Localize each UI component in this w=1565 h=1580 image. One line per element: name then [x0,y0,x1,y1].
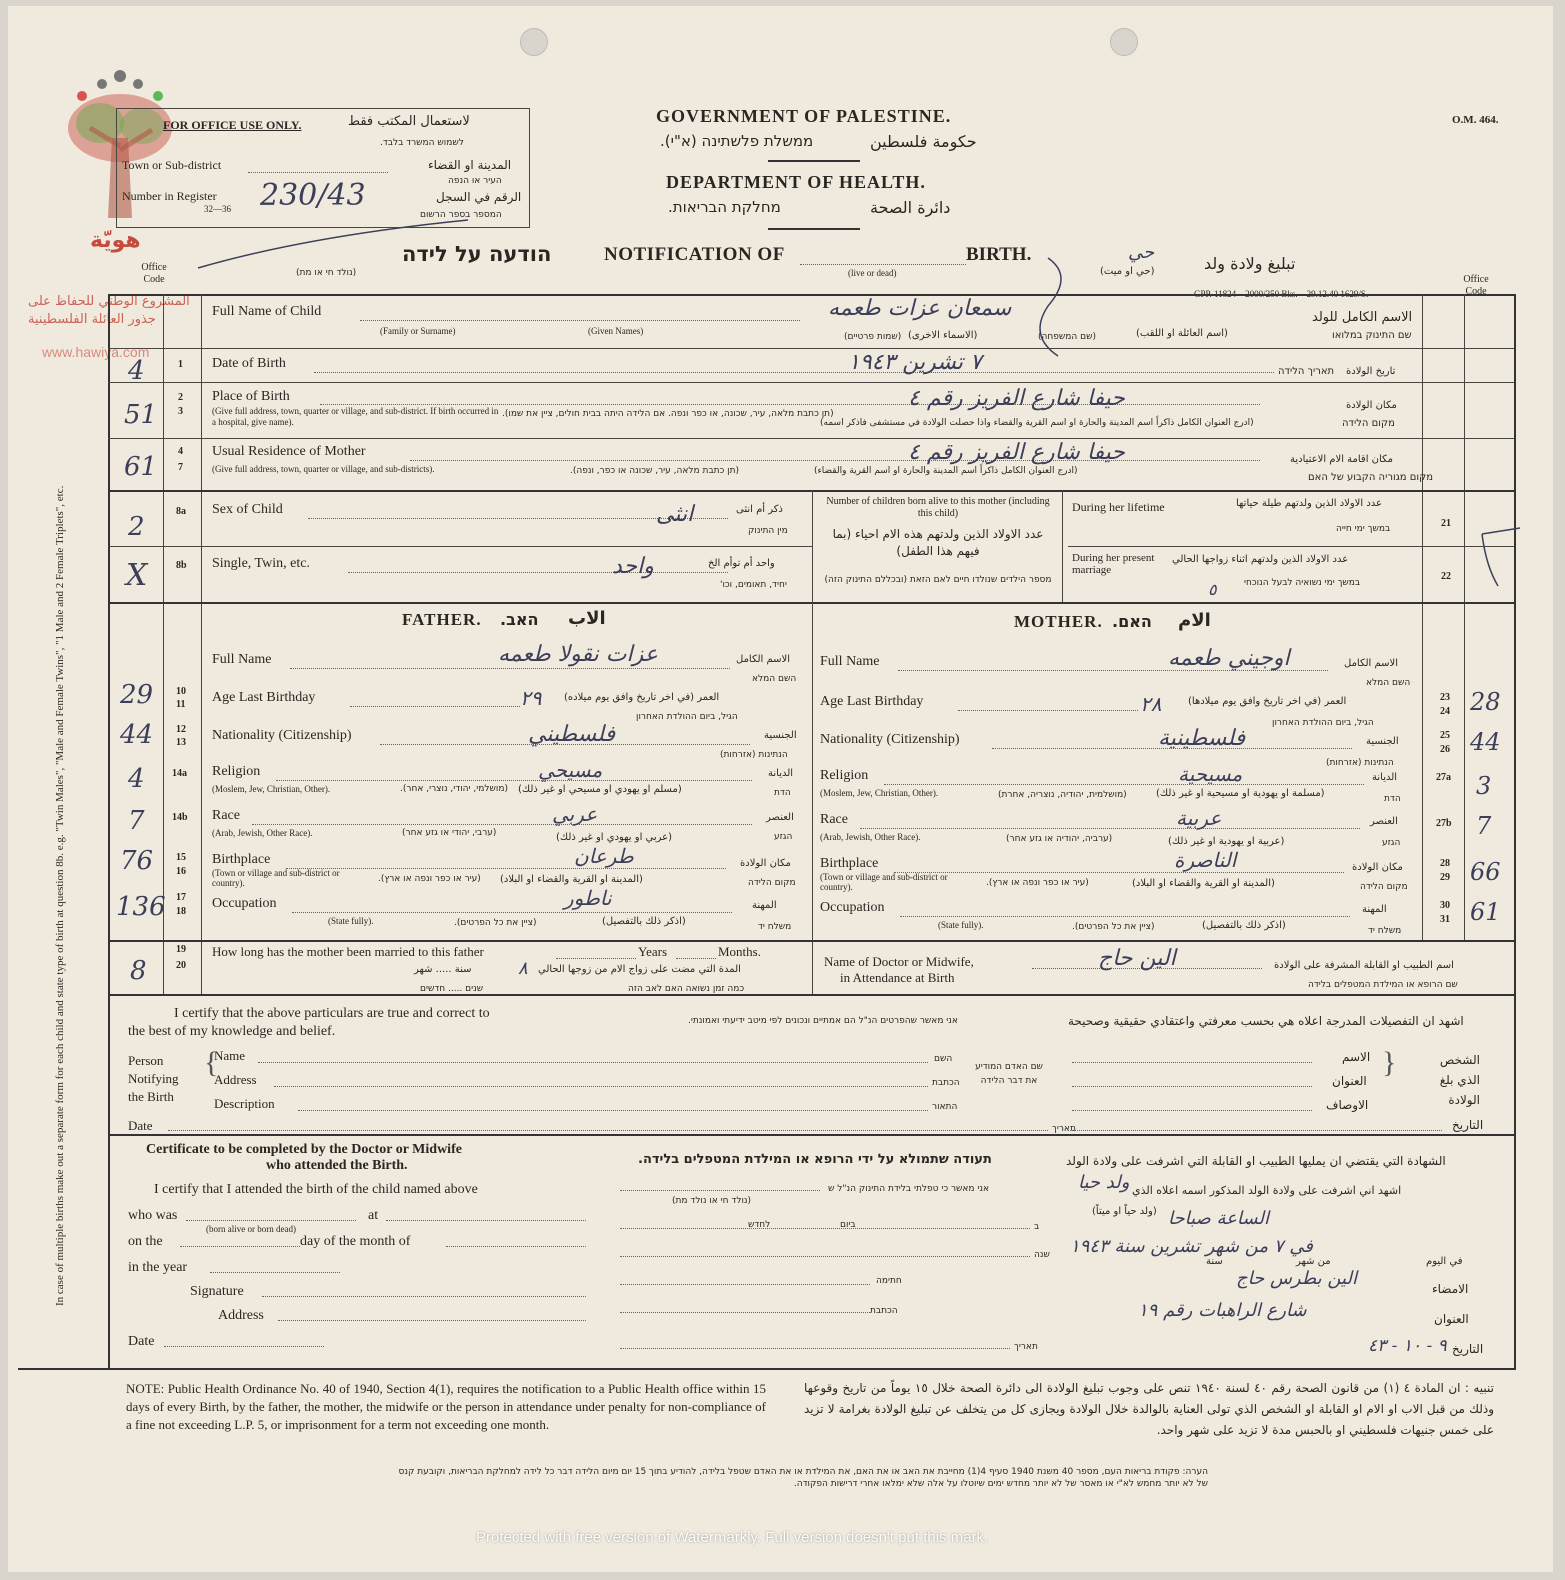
doctor-signature-value: الين بطرس حاج [1236,1268,1357,1289]
note-ar: تنبيه : ان المادة ٤ (١) من قانون الصحة رقم ٤٠ لسنة ١٩٤٠ تنص على وجوب تبليغ الولادة الى دائرة الصحة خلال ١٥ يوماً من تاريخ وقوعها وذلك من قبل الاب او الام او القابلة او الشخص الذي تولى العناية بالوالدة خلال الولادة ويجازى كل من يتخلف عن تبليغ الولادة بغرامة لا تزيد على خمس جنيهات فلسطيني او بالحبس مدة لا تزيد على شهر واحد. [804,1381,1495,1437]
lifetime-en: During her lifetime [1072,500,1165,514]
register-number: 230/43 [260,178,366,213]
sex-value: انثى [656,502,694,527]
dob-value: ٧ تشرين ١٩٤٣ [848,350,982,375]
dob-ar: تاريخ الولادة [1346,366,1396,377]
month-he: לחדש [748,1220,771,1230]
right-brace: } [1382,1046,1397,1079]
father-name-label: Full Name [212,652,272,667]
doctor-day-value: في ٧ من شهر تشرين سنة ١٩٤٣ [1070,1236,1313,1257]
note-en: NOTE: Public Health Ordinance No. 40 of 1940, Section 4(1), requires the notification to a Public Health office within 15 days of every Birth, by the father, the mother, the midwife or the person in attendance under penalty for non-compliance of a fine not exceeding L.P. 5, or imprisonment for a term not exceeding one month. [126,1381,766,1432]
margin-mark-11: 136 [116,892,166,922]
on-the-label: on the [128,1234,163,1249]
margin-mark-5: X [126,558,148,593]
residence-note-he: (תן כתבת מלאה, עיר, שכונה או כפר, ונפה). [570,466,740,476]
father-bp-label: Birthplace [212,852,271,867]
logo-line2: جذور العائلة الفلسطينية [28,312,156,327]
mother-age-ar: العمر (في اخر تاريخ وافق يوم ميلادها) [1188,696,1347,707]
the-birth-word: the Birth [128,1089,174,1104]
child-name-ar: الاسم الكامل للولد [1312,310,1413,325]
dob-label: Date of Birth [212,356,286,371]
father-age-value: ٢٩ [520,686,542,710]
date-he: תאריך [1014,1342,1038,1352]
row-number-24: 24 [1440,706,1450,717]
mother-occ-note: (State fully). [938,920,984,930]
notification-sub: (live or dead) [848,268,897,278]
married-label: How long has the mother been married to this father [212,944,484,959]
sex-he: מין התינוק [748,526,788,536]
mother-heading-he: האם. [1112,612,1152,631]
town-ar: المدينة او القضاء [428,158,512,172]
mother-bp-note-he: (עיר או כפר ונפה או ארץ). [986,878,1089,888]
notification-en: NOTIFICATION OF [604,244,785,265]
family-he: (שם המשפחה) [1038,332,1096,342]
father-occ-note-he: (ציין את כל הפרטים). [454,918,537,928]
notifier-name-ar: الاسم [1342,1050,1371,1064]
father-heading: FATHER. [402,610,482,629]
notification-ar-sub: (حي او ميت) [1100,266,1155,277]
office-code-right: Office Code [1463,274,1489,297]
children-alive-en: Number of children born alive to this mother (including this child) [826,496,1050,519]
mother-race-value: عربية [1176,806,1222,830]
mother-nat-he: הנתינות (אזרחות) [1326,758,1394,768]
mother-rel-note-he: (מושלמית, יהודיה, נוצריה, אחרת) [998,790,1127,800]
notifier-date-he: תאריך [1052,1124,1076,1134]
doctor-cert-title-ar: الشهادة التي يقتضي ان يمليها الطبيب او القابلة التي اشرفت على ولادة الولد [1066,1154,1446,1168]
mother-heading-ar: الام [1178,610,1211,631]
children-alive-ar: عدد الاولاد الذين ولدتهم هذه الام احياء (بما فيهم هذا الطفل) [832,527,1044,558]
addr-he: הכתבת [870,1306,898,1316]
notifier-date-ar: التاريخ [1452,1118,1484,1132]
year-he: שנה [1034,1250,1050,1260]
marriage-he: במשך ימי נשואיה לבעל הנוכחי [1244,578,1361,588]
certify-line-2: the best of my knowledge and belief. [128,1024,336,1039]
row-number-29: 29 [1440,872,1450,883]
father-race-value: عربي [552,802,598,826]
mother-nat-label: Nationality (Citizenship) [820,732,960,747]
office-use-ar: لاستعمال المكتب فقط [348,114,470,129]
father-nat-value: فلسطيني [528,722,616,747]
government-title: GOVERNMENT OF PALESTINE. [656,106,952,126]
family-ar: (اسم العائلة او اللقب) [1136,328,1228,339]
lifetime-he: במשך ימי חייה [1336,524,1391,534]
father-age-he: הגיל, ביום ההולדת האחרון [636,712,738,722]
left-brace: { [204,1046,219,1079]
mother-name-value: اوجيني طعمه [1168,646,1290,671]
doctor-cert-line-he: אני מאשר כי טפלתי בלידת התינוק הנ"ל ש [828,1184,990,1194]
row-number-21: 21 [1441,518,1451,529]
pob-note-he: (תן כתבת מלאה, עיר, שכונה, או כפר ונפה. אם הלידה היתה בבית חולים, ציין את שמו). [502,409,834,419]
watermark-footer: Protected with free version of Watermarkly. Full version doesn't put this mark. [476,1529,989,1546]
logo-url: www.hawiya.com [42,344,150,360]
father-race-label: Race [212,808,240,823]
residence-label: Usual Residence of Mother [212,444,366,459]
day-of-label: day of the month of [300,1234,411,1249]
doctor-time-value: الساعة صباحا [1168,1208,1269,1229]
pob-label: Place of Birth [212,389,290,404]
row-number-26: 26 [1440,744,1450,755]
right-mark-3: 3 [1476,772,1492,800]
married-months: Months. [718,944,761,959]
doctor-ar: اسم الطبيب او القابلة المشرفة على الولادة [1274,960,1454,971]
father-nat-ar: الجنسية [764,730,797,741]
row-number-14b: 14b [172,812,188,823]
sex-label: Sex of Child [212,502,283,517]
single-he: יחיד, תאומים, וכו' [720,580,787,590]
mother-bp-ar: مكان الولادة [1352,862,1403,873]
margin-instruction: In case of multiple births make out a separate form for each child and state type of birth at question 8b. e.g. "Twin Males", "Male and Female Twins", "1 Male and 2 Female Triplets", etc. [54,485,66,1306]
father-heading-he: האב. [500,610,539,629]
row-number-20: 20 [176,960,186,971]
mother-nat-value: فلسطينية [1158,726,1246,751]
mother-age-he: הגיל, ביום ההולדת האחרון [1272,718,1374,728]
doctor-cert-title-he: תעודה שתמולא על ידי הרופא או המילדת המטפלים בלידה. [638,1152,992,1167]
family-label: (Family or Surname) [380,326,456,336]
single-label: Single, Twin, etc. [212,556,310,571]
given-he: (שמות פרטיים) [844,332,902,342]
mother-race-label: Race [820,812,848,827]
father-rel-label: Religion [212,764,261,779]
sig-ar: الامضاء [1432,1282,1469,1296]
notification-he: הודעה על לידה [402,242,552,266]
row-number-8b: 8b [176,560,187,571]
signature-label: Signature [190,1284,244,1299]
pob-note: (Give full address, town, quarter or village, and sub-district. If birth occurred in a hospital, give name). [212,406,499,427]
row-number-1: 1 [178,359,183,370]
birth-notification-form [8,6,1553,1572]
married-he-units: שנים ..... חדשים [420,984,484,994]
mother-occ-note-ar: (اذكر ذلك بالتفصيل) [1202,920,1286,931]
year-ar: سنة [1206,1256,1223,1267]
married-years: Years [638,944,668,959]
row-number-14a: 14a [172,768,187,779]
row-number-11: 11 [176,699,186,710]
mother-name-label: Full Name [820,654,880,669]
row-number-30: 30 [1440,900,1450,911]
mother-rel-label: Religion [820,768,869,783]
father-nat-label: Nationality (Citizenship) [212,728,352,743]
marriage-value: ٥ [1208,580,1217,599]
row-number-27b: 27b [1436,818,1452,829]
dob-he: תאריך הלידה [1278,366,1335,377]
father-rel-note: (Moslem, Jew, Christian, Other). [212,784,331,794]
notification-ar: تبليغ ولادة ولد [1204,254,1296,273]
margin-mark-3: 61 [124,452,158,482]
father-age-label: Age Last Birthday [212,690,316,705]
form-number: O.M. 464. [1452,114,1499,126]
margin-mark-7: 44 [120,720,154,750]
government-he: ממשלת פלשתינה (א"י). [660,132,814,150]
father-name-value: عزات نقولا طعمه [498,642,658,667]
notifier-date-label: Date [128,1118,153,1133]
notifier-address-label: Address [214,1072,257,1087]
doctor-cert-line-ar: اشهد اني اشرفت على ولادة الولد المذكور اسمه اعلاه الذي [1132,1184,1402,1197]
date-ar: التاريخ [1452,1342,1484,1356]
notifier-person-he: שם האדם המודיע את דבר הלידה [975,1062,1043,1086]
father-occ-label: Occupation [212,896,277,911]
notifier-desc-he: התאור [932,1102,958,1112]
mother-race-note-he: (ערביה, יהודיה או גזע אחר) [1006,834,1113,844]
margin-mark-12: 8 [130,956,147,986]
town-label: Town or Sub-district [122,158,222,172]
father-bp-note-ar: (المدينة او القرية والقضاء او البلاد) [500,874,643,885]
residence-note: (Give full address, town, quarter or village, and sub-districts). [212,464,435,474]
addr-ar: العنوان [1434,1312,1469,1326]
single-value: واحد [612,554,654,579]
doctor-he: שם הרופא או המילדת המטפלים בלידה [1308,980,1458,990]
mother-rel-note-ar: (مسلمة او يهودية او مسيحية او غير ذلك) [1156,788,1325,799]
father-bp-note: (Town or village and sub-district or country). [212,868,340,888]
father-bp-he: מקום הלידה [748,878,796,888]
father-name-he: השם המלא [752,674,797,684]
father-age-ar: العمر (في اخر تاريخ وافق يوم ميلاده) [564,692,720,703]
mother-rel-he: הדת [1384,794,1401,804]
margin-mark-2: 51 [124,400,158,430]
row-number-15: 15 [176,852,186,863]
child-name-he: שם התינוק במלואו [1332,330,1412,341]
notifier-address-he: הכתבת [932,1078,960,1088]
doctor-address-value: شارع الراهبات رقم ١٩ [1138,1300,1307,1321]
month-ar: من شهر [1296,1256,1331,1267]
right-mark-2: 44 [1470,728,1501,756]
father-rel-he: הדת [774,788,791,798]
doctor-date-label: Date [128,1334,155,1349]
father-occ-value: ناطور [564,886,612,910]
right-mark-5: 66 [1470,858,1501,886]
pob-note-ar: (ادرج العنوان الكامل ذاكراً اسم المدينة والحارة او اسم القرية والقضاء واذا حصلت الولادة في مستشفى فاذكر اسمه) [820,418,1254,428]
married-he: כמה זמן נשואה האם לאב הזה [628,984,745,994]
born-note: (born alive or born dead) [206,1224,296,1234]
certify-ar: اشهد ان التفصيلات المدرجة اعلاه هي بحسب معرفتي واعتقادي حقيقية وصحيحة [1068,1014,1464,1028]
mother-race-note-ar: (عربية او يهودية او غير ذلك) [1168,836,1285,847]
row-number-10: 10 [176,686,186,697]
doctor-value: الين حاج [1098,946,1176,971]
register-ar: الرقم في السجل [436,190,522,204]
row-number-2: 2 [178,392,183,403]
father-name-ar: الاسم الكامل [736,654,791,665]
pen-strokes [8,6,1553,1572]
mother-bp-value: الناصرة [1174,848,1237,872]
given-label: (Given Names) [588,326,644,336]
row-number-23: 23 [1440,692,1450,703]
residence-he: מקום מגוריה הקבוע של האם [1308,472,1434,483]
in-year-label: in the year [128,1260,188,1275]
margin-mark-4: 2 [128,512,145,542]
doctor-label-2: in Attendance at Birth [840,970,955,985]
day-ar: في اليوم [1426,1256,1463,1267]
notifier-name-he: השם [934,1054,953,1064]
married-ar: المدة التي مضت على زواج الام من زوجها الحالي [538,964,741,975]
marriage-ar: عدد الاولاد الذين ولدتهم اثناء زواجها الحالي [1172,554,1349,565]
row-number-17: 17 [176,892,186,903]
born-he: (נולד חי או נולד מת) [672,1196,752,1206]
married-value: ٨ [518,958,528,979]
town-he: העיר או הנפה [448,176,502,186]
father-race-note-ar: (عربي او يهودي او غير ذلك) [556,832,673,843]
mother-rel-ar: الديانة [1372,772,1398,783]
father-rel-value: مسيحي [538,758,603,782]
note-he: הערה: פקודת בריאות העם, מספר 40 משנת 1940 סעיף 4(1) מחייבת את האב או את האם, את המילדת או את האדם שטפל בלידה, להודיע בתוך 15 יום מיום הלידה דבר כל לידה למחלקת הבריאות, וקובעת קנס של לא יותר מחמש לא"י או מאסר של לא יותר מחדש ימים שיוטלו על אלה שלא ימלאו אחרי דרישות הפקודה. [398,1467,1208,1489]
father-rel-note-he: (מושלמי, יהודי, נוצרי, אחר). [400,784,508,794]
mother-name-he: השם המלא [1366,678,1411,688]
mother-age-label: Age Last Birthday [820,694,924,709]
father-rel-note-ar: (مسلم او يهودي او مسيحي او غير ذلك) [518,784,682,795]
mother-race-note: (Arab, Jewish, Other Race). [820,832,921,842]
pob-ar: مكان الولادة [1346,400,1397,411]
mother-nat-ar: الجنسية [1366,736,1399,747]
doctor-cert-title-1: Certificate to be completed by the Doctor or Midwife [146,1142,462,1157]
row-number-13: 13 [176,737,186,748]
pob-he: מקום הלידה [1342,418,1395,429]
mother-occ-ar: المهنة [1362,904,1387,915]
notifier-name-label: Name [214,1048,246,1063]
row-number-8a: 8a [176,506,186,517]
row-number-27a: 27a [1436,772,1451,783]
mother-rel-value: مسيحية [1178,762,1243,786]
row-number-7: 7 [178,462,183,473]
father-occ-note: (State fully). [328,916,374,926]
mother-bp-note-ar: (المدينة او القرية والقضاء او البلاد) [1132,878,1275,889]
father-bp-note-he: (עיר או כפר ונפה או ארץ). [378,874,481,884]
father-bp-ar: مكان الولادة [740,858,791,869]
pob-value: حيفا شارع الفريز رقم ٤ [908,386,1125,411]
doctor-date-value: ٩ - ١٠ - ٤٣ [1368,1336,1447,1356]
who-was-label: who was [128,1208,178,1223]
row-number-28: 28 [1440,858,1450,869]
father-occ-note-ar: (اذكر ذلك بالتفصيل) [602,916,686,927]
doctor-address-label: Address [218,1308,264,1323]
print-line: GPP. 11824—2000/250 Bks.—29.12.40 1629/S. [1194,289,1369,299]
row-number-22: 22 [1441,571,1451,582]
b-he: ב [1034,1222,1040,1232]
father-bp-value: طرعان [574,844,634,868]
live-or-dead-value: حي [1128,242,1155,263]
marriage-en: During her present marriage [1072,552,1155,576]
sex-ar: ذكر أم انثى [736,504,783,515]
doctor-cert-line-1: I certify that I attended the birth of the child named above [154,1182,478,1197]
day-he: ביום [840,1220,856,1230]
mother-race-ar: العنصر [1370,816,1398,827]
office-use-he: לשמוש המשרד בלבד. [380,138,464,148]
doctor-cert-title-2: who attended the Birth. [266,1158,408,1173]
child-name-label: Full Name of Child [212,304,322,319]
father-heading-ar: الاب [568,608,606,629]
given-ar: (الاسماء الاخرى) [908,330,978,341]
person-word: Person [128,1053,164,1068]
single-ar: واحد أم توأم الخ [708,558,775,569]
row-number-3: 3 [178,406,183,417]
department-title: DEPARTMENT OF HEALTH. [666,172,926,192]
mother-bp-note: (Town or village and sub-district or country). [820,872,948,892]
row-number-4: 4 [178,446,183,457]
father-race-note-he: (ערבי, יהודי או גזע אחר) [402,828,497,838]
mother-name-ar: الاسم الكامل [1344,658,1399,669]
mother-bp-he: מקום הלידה [1360,882,1408,892]
logo-title: هويّة [90,228,141,253]
lifetime-ar: عدد الاولاد الذين ولدتهم طيلة حياتها [1236,498,1383,509]
father-rel-ar: الديانة [768,768,794,779]
certify-he: אני מאשר שהפרטים הנ"ל הם אמתיים ונכונים לפי מיטב ידיעתי ואמונתי. [688,1016,958,1026]
mother-age-value: ٢٨ [1140,692,1162,716]
sig-he: חתימה [876,1276,902,1286]
notification-birth: BIRTH. [966,244,1032,265]
child-name-value: سمعان عزات طعمه [828,296,1012,321]
margin-mark-10: 76 [120,846,154,876]
notification-he-sub: (נולד חי או מת) [296,268,357,278]
notifier-description-label: Description [214,1096,275,1111]
father-race-note: (Arab, Jewish, Other Race). [212,828,313,838]
row-number-18: 18 [176,906,186,917]
father-occ-ar: المهنة [752,900,777,911]
mother-race-he: הגזע [1382,838,1401,848]
residence-ar: مكان اقامة الام الاعتيادية [1290,454,1393,465]
notifier-address-ar: العنوان [1332,1074,1367,1088]
office-use-label: FOR OFFICE USE ONLY. [163,118,302,132]
notifying-word: Notifying [128,1071,179,1086]
residence-value: حيفا شارع الفريز رقم ٤ [908,440,1125,465]
notifier-desc-ar: الاوصاف [1326,1098,1369,1112]
government-ar: حكومة فلسطين [870,132,977,151]
father-nat-he: הנתינות (אזרחות) [720,750,788,760]
residence-note-ar: (ادرج العنوان الكامل ذاكراً اسم المدينة والحارة او اسم القرية والقضاء) [814,466,1078,476]
mother-bp-label: Birthplace [820,856,879,871]
right-mark-6: 61 [1470,898,1501,926]
doctor-label-1: Name of Doctor or Midwife, [824,954,974,969]
at-label: at [368,1208,379,1223]
margin-mark-1: 4 [128,356,145,386]
department-he: מחלקת הבריאות. [668,198,781,216]
right-mark-1: 28 [1470,688,1501,716]
right-mark-4: 7 [1476,812,1492,840]
row-number-12: 12 [176,724,186,735]
mother-occ-he: משלח יד [1368,926,1402,936]
register-years: 32—36 [204,204,231,214]
certify-line-1: I certify that the above particulars are true and correct to [174,1006,490,1021]
register-label: Number in Register [122,189,217,203]
mother-heading: MOTHER. [1014,612,1103,631]
row-number-16: 16 [176,866,186,877]
margin-mark-6: 29 [120,680,154,710]
department-ar: دائرة الصحة [870,198,951,217]
mother-occ-note-he: (ציין את כל הפרטים). [1072,922,1155,932]
logo-line1: المشروع الوطني للحفاظ على [28,294,190,309]
row-number-31: 31 [1440,914,1450,925]
doctor-born-ar: (ولد حياً او ميتاً) [1092,1206,1157,1217]
father-race-ar: العنصر [766,812,794,823]
office-code-left: Office Code [141,262,167,285]
margin-mark-8: 4 [128,764,145,794]
notifier-person-ar: الشخص الذي بلغ الولادة [1439,1053,1480,1107]
register-he: המספר בספר הרשום [420,210,502,220]
married-ar-units: سنة ..... شهر [414,964,472,975]
father-occ-he: משלח יד [758,922,792,932]
row-number-25: 25 [1440,730,1450,741]
mother-rel-note: (Moslem, Jew, Christian, Other). [820,788,939,798]
row-number-19: 19 [176,944,186,955]
children-alive-he: מספר הילדים שנולדו חיים לאם הזאת (ובכללם התינוק הזה) [824,575,1052,585]
father-race-he: הגזע [774,832,793,842]
doctor-born-value: ولد حيا [1078,1172,1130,1193]
mother-occ-label: Occupation [820,900,885,915]
margin-mark-9: 7 [128,806,145,836]
